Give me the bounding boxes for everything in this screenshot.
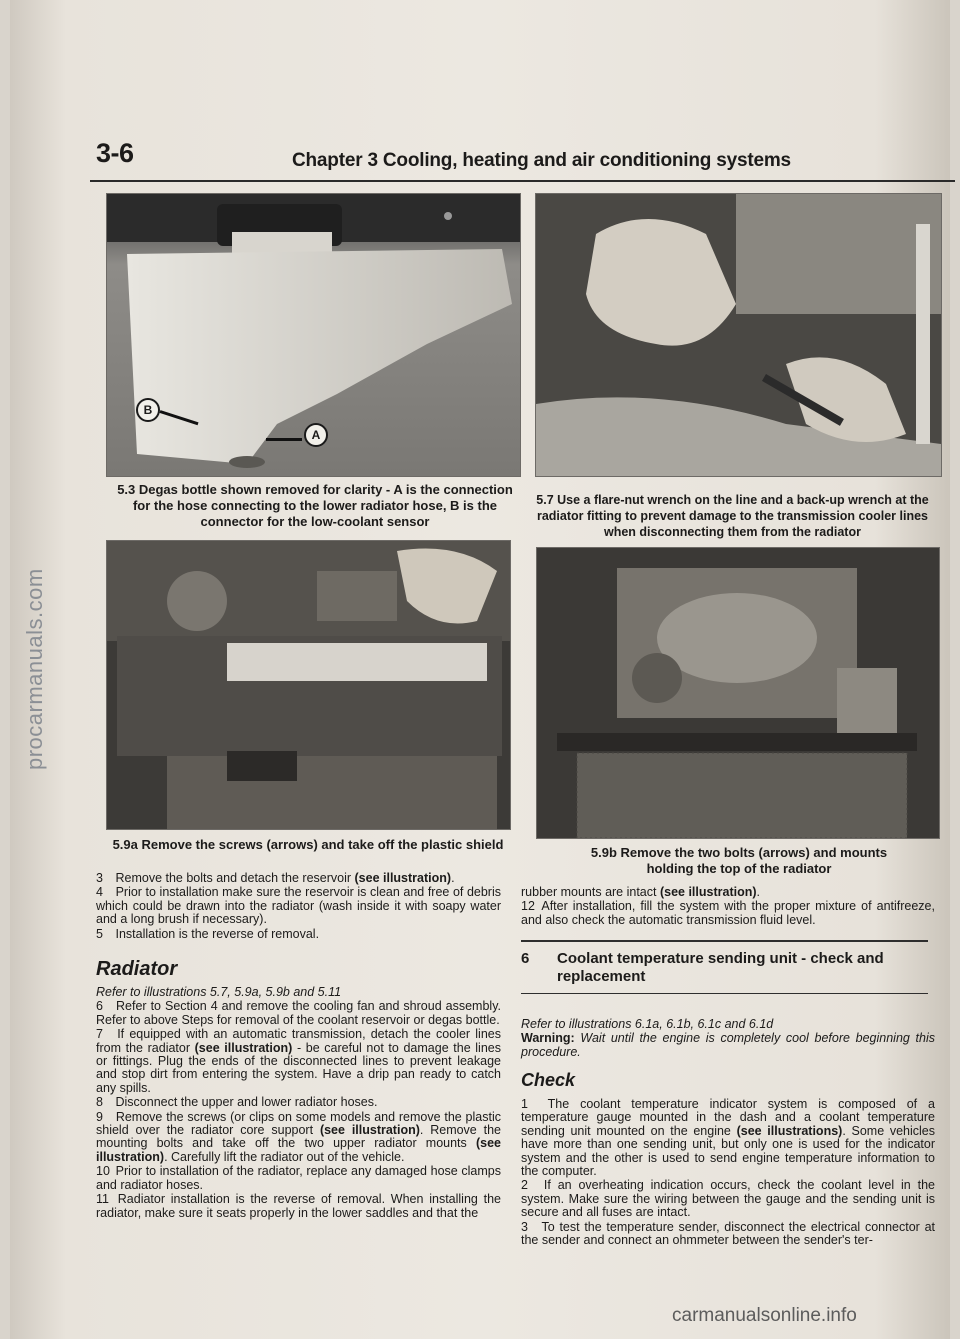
caption-line: 5.7 Use a flare-nut wrench on the line and a back-up wrench at the (536, 493, 929, 507)
caption-line: connector for the low-coolant sensor (200, 514, 430, 529)
step-text: Prior to installation make sure the reservoir is clean and free of debris which could be drawn into the radiator (wash inside it with soapy water and a long brush if necessary). (96, 885, 501, 927)
step-3 (96, 872, 501, 885)
flare-nut-wrench-illustration (536, 194, 941, 476)
header-rule (90, 180, 955, 182)
caption-line: radiator fitting to prevent damage to the transmission cooler lines (536, 509, 929, 523)
section-6-number: 6 (521, 950, 530, 967)
figure-5-9a-photo (106, 540, 511, 830)
step-text: To test the temperature sender, disconnect the electrical connector at the sender and connect an ohmmeter between the sender's ter- (521, 1219, 935, 1248)
warning-note (521, 1032, 935, 1059)
step-text: If equipped with an automatic transmission, detach the cooler lines from the radiator (96, 1027, 501, 1055)
step-text: After installation, fill the system with the proper mixture of antifreeze, and also check the automatic transmission fluid level. (521, 899, 935, 927)
footer-watermark: carmanualsonline.info (672, 1305, 857, 1326)
right-column-continuation (521, 886, 935, 928)
check-step-1 (521, 1098, 935, 1178)
step-number: 1 (521, 1097, 528, 1111)
caption-line: for the hose connecting to the lower radiator hose, B is the (132, 498, 498, 513)
callout-a (304, 423, 328, 447)
continued-step-11 (521, 886, 935, 899)
step-text: Radiator installation is the reverse of removal. When installing the radiator, make sure it seats properly in the lower saddles and that the (96, 1192, 501, 1220)
illustration-ref: (see illustration) (319, 1123, 420, 1138)
illustration-ref: (see illustration) (354, 871, 452, 885)
step-12 (521, 900, 935, 927)
caption-line: 5.9a Remove the screws (arrows) and take off the plastic shield (112, 837, 504, 852)
figure-5-9b-caption (540, 845, 938, 877)
step-text: . Some vehicles have more than one sending unit, but only one is used for the indicator system and the other is used to send engine temperature information to the computer. (521, 1123, 936, 1179)
figure-5-9a-caption (106, 837, 510, 853)
step-number: 11 (96, 1192, 109, 1207)
step-number: 12 (521, 899, 535, 914)
check-step-2 (521, 1179, 935, 1219)
step-number: 8 (96, 1095, 103, 1110)
step-number: 10 (96, 1164, 110, 1179)
illustration-ref: (see illustrations) (736, 1123, 843, 1138)
illustration-ref: (see illustration) (194, 1040, 293, 1055)
caption-line: when disconnecting them from the radiator (604, 525, 861, 539)
warning-label: Warning: (521, 1031, 575, 1046)
plastic-shield-illustration (107, 541, 510, 829)
radiator-heading: Radiator (96, 958, 178, 980)
side-watermark: procarmanuals.com (22, 568, 47, 770)
page-number: 3-6 (96, 138, 134, 168)
callout-a-label: A (311, 428, 321, 442)
step-5 (96, 928, 501, 941)
caption-line: holding the top of the radiator (646, 861, 832, 876)
radiator-illustration-ref: Refer to illustrations 5.7, 5.9a, 5.9b and 5.11 (96, 985, 342, 999)
step-text: . (451, 871, 455, 885)
step-number: 4 (96, 885, 103, 900)
section-6-illustration-ref: Refer to illustrations 6.1a, 6.1b, 6.1c and 6.1d (521, 1017, 774, 1031)
step-6 (96, 1000, 501, 1027)
step-number: 7 (96, 1027, 103, 1042)
step-number: 6 (96, 999, 103, 1014)
step-text: Remove the bolts and detach the reservoir (115, 871, 355, 885)
check-step-3 (521, 1221, 935, 1248)
illustration-ref: (see illustration) (96, 1136, 501, 1164)
section-6-bottom-rule (521, 993, 928, 994)
step-8 (96, 1096, 501, 1109)
step-4 (96, 886, 501, 926)
step-text: The coolant temperature indicator system is composed of a temperature gauge mounted in the dash and a coolant temperature sending unit mounted on the engine (521, 1097, 935, 1138)
caption-line: 5.3 Degas bottle shown removed for clarity - A is the connection (117, 482, 513, 497)
caption-line: 5.9b Remove the two bolts (arrows) and mounts (590, 845, 888, 860)
left-column-steps-3-5 (96, 872, 501, 942)
step-7 (96, 1028, 501, 1095)
step-10 (96, 1165, 501, 1192)
step-text: Remove the screws (or clips on some models and remove the plastic shield over the radiator core support (96, 1109, 501, 1138)
step-number: 3 (96, 871, 103, 885)
step-number: 3 (521, 1219, 528, 1234)
check-steps (521, 1098, 935, 1248)
illustration-ref: (see illustration) (659, 885, 757, 899)
step-text: rubber mounts are intact (521, 885, 660, 899)
check-heading: Check (521, 1070, 576, 1090)
section-6-title (557, 950, 927, 986)
step-text: Refer to Section 4 and remove the cooling fan and shroud assembly. Refer to above Steps for removal of the coolant reservoir or degas bottle. (96, 999, 501, 1027)
step-9 (96, 1111, 501, 1165)
step-text: - be careful not to damage the lines or fittings. Plug the ends of the disconnected lines to prevent leakage and stop dirt from entering the system. Have a drip pan ready to catch any spills. (96, 1040, 501, 1095)
warning-text: Wait until the engine is completely cool before beginning this procedure. (521, 1031, 935, 1059)
step-number: 2 (521, 1178, 528, 1193)
section-6-top-rule (521, 940, 928, 942)
step-number: 5 (96, 926, 103, 941)
title-line: Coolant temperature sending unit - check and (557, 950, 884, 967)
step-text: Prior to installation of the radiator, replace any damaged hose clamps and radiator hoses. (96, 1164, 501, 1192)
figure-5-9b-photo (536, 547, 940, 839)
step-text: . (756, 885, 760, 899)
step-text: . Carefully lift the radiator out of the vehicle. (164, 1149, 405, 1164)
title-line: replacement (557, 968, 646, 985)
step-text: Disconnect the upper and lower radiator hoses. (115, 1095, 378, 1110)
arrow-to-hose-connection (266, 438, 302, 441)
chapter-title: Chapter 3 Cooling, heating and air conditioning systems (292, 150, 791, 171)
callout-b-label: B (143, 403, 153, 417)
manual-page (10, 0, 950, 1339)
figure-5-7-caption (515, 492, 950, 540)
step-text: . Remove the mounting bolts and take off the two upper radiator mounts (96, 1123, 501, 1151)
section-6-intro (521, 1018, 935, 1060)
radiator-mounts-illustration (537, 548, 939, 838)
step-number: 9 (96, 1109, 103, 1124)
figure-5-3-caption (110, 482, 520, 530)
step-11 (96, 1193, 501, 1220)
figure-5-7-photo (535, 193, 942, 477)
left-column-steps-6-11 (96, 986, 501, 1221)
step-text: Installation is the reverse of removal. (115, 926, 320, 941)
step-text: If an overheating indication occurs, check the coolant level in the system. Make sure the wiring between the gauge and the sending unit is secure and all fuses are intact. (521, 1178, 935, 1220)
callout-b (136, 398, 160, 422)
